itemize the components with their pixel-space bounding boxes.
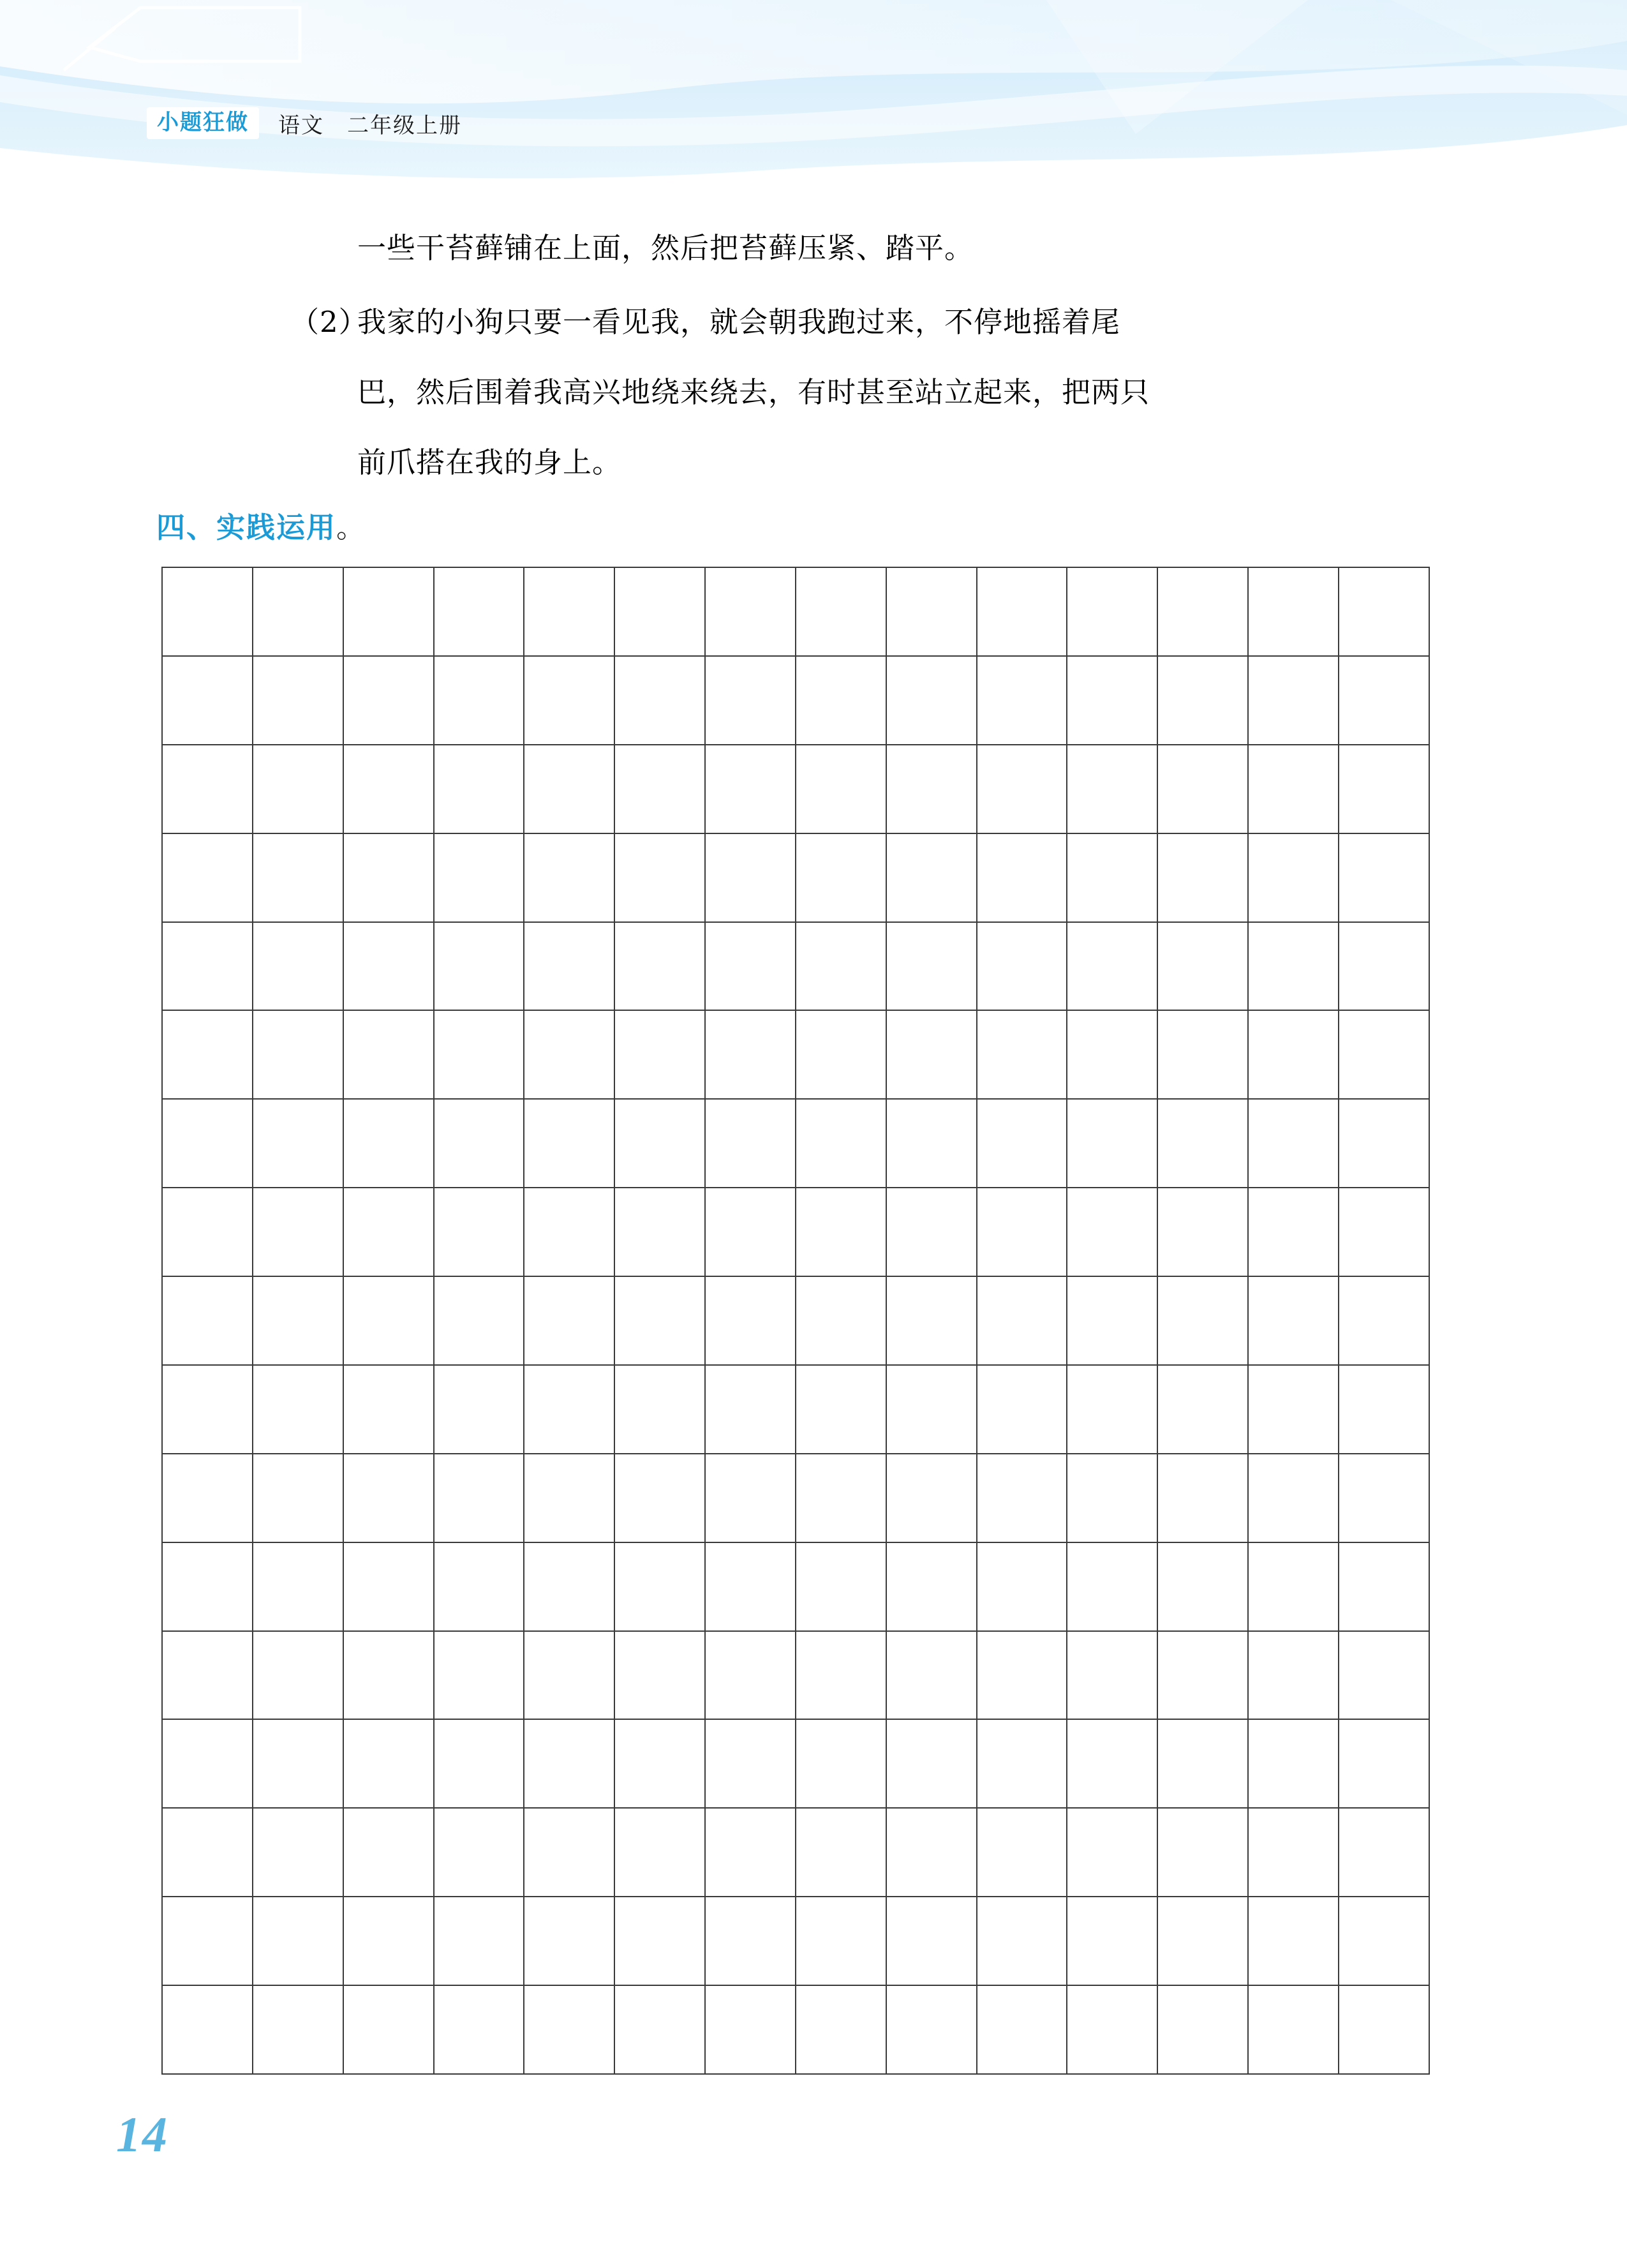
writing-grid-row [162, 1542, 1429, 1631]
writing-grid-cell[interactable] [796, 1454, 886, 1542]
writing-grid-cell[interactable] [705, 1010, 796, 1099]
writing-grid-row [162, 1010, 1429, 1099]
writing-grid[interactable] [161, 567, 1430, 2075]
writing-grid-table[interactable] [161, 567, 1430, 2075]
section-period: 。 [336, 511, 367, 544]
writing-grid-cell[interactable] [1248, 745, 1339, 833]
writing-grid-cell[interactable] [1339, 567, 1429, 656]
writing-grid-cell[interactable] [1067, 656, 1157, 745]
writing-grid-cell[interactable] [434, 1188, 524, 1276]
subject-label: 语文 二年级上册 [278, 112, 462, 138]
writing-grid-cell[interactable] [343, 745, 434, 833]
writing-grid-cell[interactable] [434, 1631, 524, 1720]
writing-grid-cell[interactable] [614, 1010, 705, 1099]
writing-grid-cell[interactable] [886, 1985, 977, 2074]
writing-grid-cell[interactable] [253, 1010, 343, 1099]
writing-grid-cell[interactable] [1157, 1365, 1248, 1454]
writing-grid-cell[interactable] [1067, 1808, 1157, 1897]
writing-grid-cell[interactable] [162, 1808, 253, 1897]
writing-grid-cell[interactable] [162, 745, 253, 833]
writing-grid-cell[interactable] [705, 1808, 796, 1897]
writing-grid-cell[interactable] [434, 567, 524, 656]
writing-grid-cell[interactable] [1157, 567, 1248, 656]
writing-grid-cell[interactable] [253, 1985, 343, 2074]
writing-grid-cell[interactable] [1248, 1897, 1339, 1985]
writing-grid-cell[interactable] [886, 1010, 977, 1099]
question-text-line-1: 我家的小狗只要一看见我，就会朝我跑过来，不停地摇着尾 [357, 305, 1121, 339]
writing-grid-cell[interactable] [705, 656, 796, 745]
continued-text-line: 一些干苔藓铺在上面，然后把苔藓压紧、踏平。 [357, 231, 974, 265]
writing-grid-cell[interactable] [1067, 745, 1157, 833]
writing-grid-cell[interactable] [524, 1454, 614, 1542]
writing-grid-cell[interactable] [977, 1985, 1067, 2074]
writing-grid-cell[interactable] [1339, 1985, 1429, 2074]
writing-grid-cell[interactable] [614, 567, 705, 656]
writing-grid-cell[interactable] [1339, 1454, 1429, 1542]
writing-grid-cell[interactable] [1339, 1542, 1429, 1631]
writing-grid-cell[interactable] [343, 1365, 434, 1454]
writing-grid-cell[interactable] [343, 1188, 434, 1276]
writing-grid-cell[interactable] [1067, 922, 1157, 1011]
writing-grid-cell[interactable] [343, 1454, 434, 1542]
writing-grid-cell[interactable] [977, 1719, 1067, 1808]
writing-grid-cell[interactable] [796, 1188, 886, 1276]
writing-grid-cell[interactable] [434, 1276, 524, 1365]
writing-grid-cell[interactable] [253, 833, 343, 922]
page-header-band [0, 0, 1627, 185]
writing-grid-cell[interactable] [343, 1542, 434, 1631]
writing-grid-row [162, 1631, 1429, 1720]
writing-grid-cell[interactable] [1157, 1897, 1248, 1985]
writing-grid-cell[interactable] [796, 1631, 886, 1720]
writing-grid-cell[interactable] [253, 567, 343, 656]
writing-grid-cell[interactable] [524, 1010, 614, 1099]
writing-grid-cell[interactable] [705, 1897, 796, 1985]
writing-grid-cell[interactable] [796, 745, 886, 833]
writing-grid-cell[interactable] [796, 1099, 886, 1188]
writing-grid-cell[interactable] [1067, 833, 1157, 922]
writing-grid-cell[interactable] [614, 1542, 705, 1631]
question-text-line-3: 前爪搭在我的身上。 [357, 445, 622, 479]
writing-grid-cell[interactable] [253, 1542, 343, 1631]
writing-grid-cell[interactable] [524, 1631, 614, 1720]
writing-grid-cell[interactable] [253, 1808, 343, 1897]
writing-grid-cell[interactable] [253, 745, 343, 833]
writing-grid-cell[interactable] [886, 1897, 977, 1985]
writing-grid-cell[interactable] [162, 1276, 253, 1365]
writing-grid-cell[interactable] [162, 656, 253, 745]
writing-grid-cell[interactable] [886, 1276, 977, 1365]
writing-grid-cell[interactable] [1157, 1454, 1248, 1542]
writing-grid-cell[interactable] [1157, 656, 1248, 745]
writing-grid-cell[interactable] [614, 1276, 705, 1365]
writing-grid-cell[interactable] [614, 1719, 705, 1808]
writing-grid-cell[interactable] [434, 745, 524, 833]
writing-grid-cell[interactable] [796, 1808, 886, 1897]
writing-grid-cell[interactable] [796, 567, 886, 656]
writing-grid-cell[interactable] [253, 1188, 343, 1276]
writing-grid-cell[interactable] [705, 1454, 796, 1542]
writing-grid-cell[interactable] [886, 567, 977, 656]
writing-grid-cell[interactable] [1067, 1542, 1157, 1631]
writing-grid-cell[interactable] [886, 922, 977, 1011]
writing-grid-cell[interactable] [1067, 1719, 1157, 1808]
writing-grid-cell[interactable] [524, 1099, 614, 1188]
question-number-label: （2） [290, 305, 368, 339]
writing-grid-cell[interactable] [343, 1897, 434, 1985]
writing-grid-cell[interactable] [977, 745, 1067, 833]
writing-grid-cell[interactable] [1248, 1010, 1339, 1099]
series-badge: 小题狂做 [147, 107, 259, 139]
writing-grid-cell[interactable] [1339, 1808, 1429, 1897]
writing-grid-cell[interactable] [434, 1897, 524, 1985]
writing-grid-cell[interactable] [1248, 1188, 1339, 1276]
writing-grid-cell[interactable] [705, 1631, 796, 1720]
writing-grid-cell[interactable] [524, 1542, 614, 1631]
writing-grid-row [162, 1897, 1429, 1985]
writing-grid-cell[interactable] [1157, 1099, 1248, 1188]
writing-grid-cell[interactable] [343, 1808, 434, 1897]
writing-grid-row [162, 656, 1429, 745]
writing-grid-cell[interactable] [796, 922, 886, 1011]
writing-grid-cell[interactable] [162, 1985, 253, 2074]
writing-grid-cell[interactable] [524, 656, 614, 745]
writing-grid-cell[interactable] [1157, 1542, 1248, 1631]
writing-grid-cell[interactable] [796, 1897, 886, 1985]
writing-grid-cell[interactable] [524, 833, 614, 922]
writing-grid-row [162, 833, 1429, 922]
writing-grid-cell[interactable] [796, 656, 886, 745]
writing-grid-cell[interactable] [796, 1010, 886, 1099]
writing-grid-cell[interactable] [614, 1188, 705, 1276]
writing-grid-cell[interactable] [162, 1454, 253, 1542]
writing-grid-cell[interactable] [1067, 1897, 1157, 1985]
writing-grid-cell[interactable] [977, 1454, 1067, 1542]
writing-grid-cell[interactable] [1248, 833, 1339, 922]
writing-grid-cell[interactable] [524, 1188, 614, 1276]
writing-grid-cell[interactable] [705, 1542, 796, 1631]
writing-grid-cell[interactable] [434, 1985, 524, 2074]
writing-grid-cell[interactable] [524, 1276, 614, 1365]
writing-grid-cell[interactable] [1248, 1631, 1339, 1720]
section-heading [156, 504, 366, 546]
writing-grid-cell[interactable] [1339, 1365, 1429, 1454]
writing-grid-cell[interactable] [886, 1631, 977, 1720]
writing-grid-row [162, 1719, 1429, 1808]
writing-grid-cell[interactable] [1067, 1631, 1157, 1720]
writing-grid-cell[interactable] [524, 1985, 614, 2074]
writing-grid-cell[interactable] [614, 745, 705, 833]
writing-grid-cell[interactable] [614, 1454, 705, 1542]
writing-grid-cell[interactable] [524, 1897, 614, 1985]
writing-grid-cell[interactable] [977, 1808, 1067, 1897]
writing-grid-cell[interactable] [886, 1188, 977, 1276]
writing-grid-cell[interactable] [253, 1454, 343, 1542]
writing-grid-cell[interactable] [977, 1365, 1067, 1454]
writing-grid-cell[interactable] [1067, 1365, 1157, 1454]
writing-grid-cell[interactable] [977, 1099, 1067, 1188]
writing-grid-cell[interactable] [253, 1897, 343, 1985]
writing-grid-cell[interactable] [1157, 833, 1248, 922]
writing-grid-body [162, 567, 1429, 2074]
writing-grid-cell[interactable] [434, 1454, 524, 1542]
writing-grid-cell[interactable] [1248, 1808, 1339, 1897]
writing-grid-row [162, 1365, 1429, 1454]
writing-grid-cell[interactable] [1067, 1010, 1157, 1099]
writing-grid-cell[interactable] [796, 833, 886, 922]
writing-grid-cell[interactable] [886, 1365, 977, 1454]
writing-grid-cell[interactable] [1339, 1276, 1429, 1365]
writing-grid-cell[interactable] [705, 1719, 796, 1808]
writing-grid-cell[interactable] [977, 1542, 1067, 1631]
writing-grid-cell[interactable] [253, 1719, 343, 1808]
writing-grid-cell[interactable] [253, 1365, 343, 1454]
writing-grid-cell[interactable] [343, 1099, 434, 1188]
writing-grid-cell[interactable] [1339, 922, 1429, 1011]
writing-grid-cell[interactable] [162, 1365, 253, 1454]
writing-grid-cell[interactable] [614, 1808, 705, 1897]
writing-grid-cell[interactable] [977, 922, 1067, 1011]
writing-grid-cell[interactable] [162, 833, 253, 922]
section-title: 、实践运用 [186, 511, 337, 544]
writing-grid-cell[interactable] [1157, 745, 1248, 833]
writing-grid-cell[interactable] [614, 833, 705, 922]
writing-grid-cell[interactable] [253, 1099, 343, 1188]
writing-grid-cell[interactable] [162, 1010, 253, 1099]
writing-grid-cell[interactable] [162, 1631, 253, 1720]
writing-grid-cell[interactable] [1248, 1099, 1339, 1188]
writing-grid-cell[interactable] [1157, 922, 1248, 1011]
writing-grid-cell[interactable] [1157, 1276, 1248, 1365]
page-number: 14 [116, 2107, 168, 2162]
header-wave-graphic [0, 0, 1627, 185]
writing-grid-cell[interactable] [1339, 1631, 1429, 1720]
writing-grid-cell[interactable] [614, 656, 705, 745]
writing-grid-cell[interactable] [796, 1276, 886, 1365]
writing-grid-cell[interactable] [253, 922, 343, 1011]
writing-grid-cell[interactable] [434, 922, 524, 1011]
writing-grid-cell[interactable] [253, 656, 343, 745]
writing-grid-cell[interactable] [705, 1985, 796, 2074]
writing-grid-cell[interactable] [886, 1808, 977, 1897]
writing-grid-cell[interactable] [162, 1099, 253, 1188]
writing-grid-cell[interactable] [1157, 1010, 1248, 1099]
writing-grid-cell[interactable] [253, 1276, 343, 1365]
writing-grid-row [162, 1276, 1429, 1365]
writing-grid-cell[interactable] [1067, 1188, 1157, 1276]
writing-grid-cell[interactable] [886, 1542, 977, 1631]
writing-grid-cell[interactable] [886, 833, 977, 922]
writing-grid-cell[interactable] [162, 567, 253, 656]
writing-grid-cell[interactable] [796, 1365, 886, 1454]
writing-grid-cell[interactable] [1248, 1985, 1339, 2074]
writing-grid-row [162, 1985, 1429, 2074]
writing-grid-cell[interactable] [1339, 745, 1429, 833]
writing-grid-row [162, 1099, 1429, 1188]
writing-grid-cell[interactable] [343, 567, 434, 656]
writing-grid-cell[interactable] [1067, 567, 1157, 656]
writing-grid-cell[interactable] [977, 1276, 1067, 1365]
writing-grid-cell[interactable] [705, 922, 796, 1011]
writing-grid-cell[interactable] [705, 1276, 796, 1365]
writing-grid-cell[interactable] [343, 922, 434, 1011]
writing-grid-cell[interactable] [343, 656, 434, 745]
writing-grid-cell[interactable] [524, 1719, 614, 1808]
writing-grid-cell[interactable] [253, 1631, 343, 1720]
writing-grid-cell[interactable] [343, 1276, 434, 1365]
writing-grid-cell[interactable] [977, 1631, 1067, 1720]
brand-row [147, 107, 462, 139]
writing-grid-cell[interactable] [434, 656, 524, 745]
writing-grid-row [162, 922, 1429, 1011]
writing-grid-cell[interactable] [524, 1808, 614, 1897]
writing-grid-cell[interactable] [1248, 1719, 1339, 1808]
writing-grid-cell[interactable] [614, 1365, 705, 1454]
writing-grid-cell[interactable] [162, 1897, 253, 1985]
writing-grid-cell[interactable] [614, 1897, 705, 1985]
question-text-line-2: 巴，然后围着我高兴地绕来绕去，有时甚至站立起来，把两只 [357, 375, 1150, 409]
writing-grid-cell[interactable] [796, 1542, 886, 1631]
writing-grid-cell[interactable] [1248, 1454, 1339, 1542]
writing-grid-cell[interactable] [1339, 1010, 1429, 1099]
writing-grid-cell[interactable] [1339, 833, 1429, 922]
writing-grid-cell[interactable] [1067, 1985, 1157, 2074]
writing-grid-cell[interactable] [1157, 1808, 1248, 1897]
writing-grid-cell[interactable] [1339, 1719, 1429, 1808]
writing-grid-row [162, 1808, 1429, 1897]
writing-grid-cell[interactable] [977, 1010, 1067, 1099]
writing-grid-cell[interactable] [796, 1719, 886, 1808]
section-number: 四 [156, 511, 187, 544]
writing-grid-cell[interactable] [162, 922, 253, 1011]
writing-grid-cell[interactable] [434, 1099, 524, 1188]
writing-grid-cell[interactable] [977, 567, 1067, 656]
writing-grid-cell[interactable] [705, 1099, 796, 1188]
writing-grid-cell[interactable] [1248, 656, 1339, 745]
writing-grid-cell[interactable] [1157, 1188, 1248, 1276]
writing-grid-cell[interactable] [1339, 1099, 1429, 1188]
writing-grid-row [162, 1188, 1429, 1276]
writing-grid-cell[interactable] [1067, 1454, 1157, 1542]
writing-grid-cell[interactable] [1339, 656, 1429, 745]
writing-grid-cell[interactable] [705, 745, 796, 833]
writing-grid-cell[interactable] [1248, 1542, 1339, 1631]
writing-grid-cell[interactable] [434, 1542, 524, 1631]
writing-grid-row [162, 567, 1429, 656]
writing-grid-cell[interactable] [524, 745, 614, 833]
writing-grid-cell[interactable] [705, 1365, 796, 1454]
writing-grid-row [162, 745, 1429, 833]
writing-grid-row [162, 1454, 1429, 1542]
writing-grid-cell[interactable] [977, 1188, 1067, 1276]
writing-grid-cell[interactable] [343, 833, 434, 922]
writing-grid-cell[interactable] [434, 1808, 524, 1897]
writing-grid-cell[interactable] [796, 1985, 886, 2074]
writing-grid-cell[interactable] [1248, 1276, 1339, 1365]
writing-grid-cell[interactable] [162, 1719, 253, 1808]
writing-grid-cell[interactable] [162, 1542, 253, 1631]
writing-grid-cell[interactable] [524, 1365, 614, 1454]
writing-grid-cell[interactable] [343, 1631, 434, 1720]
writing-grid-cell[interactable] [434, 833, 524, 922]
writing-grid-cell[interactable] [614, 1631, 705, 1720]
writing-grid-cell[interactable] [977, 833, 1067, 922]
writing-grid-cell[interactable] [1339, 1188, 1429, 1276]
writing-grid-cell[interactable] [886, 1719, 977, 1808]
writing-grid-cell[interactable] [705, 833, 796, 922]
writing-grid-cell[interactable] [614, 1985, 705, 2074]
writing-grid-cell[interactable] [434, 1719, 524, 1808]
writing-grid-cell[interactable] [1067, 1276, 1157, 1365]
writing-grid-cell[interactable] [886, 1454, 977, 1542]
writing-grid-cell[interactable] [434, 1365, 524, 1454]
writing-grid-cell[interactable] [886, 745, 977, 833]
writing-grid-cell[interactable] [886, 1099, 977, 1188]
writing-grid-cell[interactable] [977, 656, 1067, 745]
writing-grid-cell[interactable] [343, 1010, 434, 1099]
writing-grid-cell[interactable] [886, 656, 977, 745]
writing-grid-cell[interactable] [1157, 1985, 1248, 2074]
writing-grid-cell[interactable] [1157, 1631, 1248, 1720]
writing-grid-cell[interactable] [524, 922, 614, 1011]
writing-grid-cell[interactable] [1248, 922, 1339, 1011]
writing-grid-cell[interactable] [1248, 567, 1339, 656]
writing-grid-cell[interactable] [343, 1985, 434, 2074]
writing-grid-cell[interactable] [434, 1010, 524, 1099]
writing-grid-cell[interactable] [614, 922, 705, 1011]
writing-grid-cell[interactable] [524, 567, 614, 656]
writing-grid-cell[interactable] [977, 1897, 1067, 1985]
writing-grid-cell[interactable] [1248, 1365, 1339, 1454]
writing-grid-cell[interactable] [1157, 1719, 1248, 1808]
writing-grid-cell[interactable] [1339, 1897, 1429, 1985]
writing-grid-cell[interactable] [705, 1188, 796, 1276]
writing-grid-cell[interactable] [162, 1188, 253, 1276]
writing-grid-cell[interactable] [343, 1719, 434, 1808]
writing-grid-cell[interactable] [705, 567, 796, 656]
writing-grid-cell[interactable] [614, 1099, 705, 1188]
writing-grid-cell[interactable] [1067, 1099, 1157, 1188]
